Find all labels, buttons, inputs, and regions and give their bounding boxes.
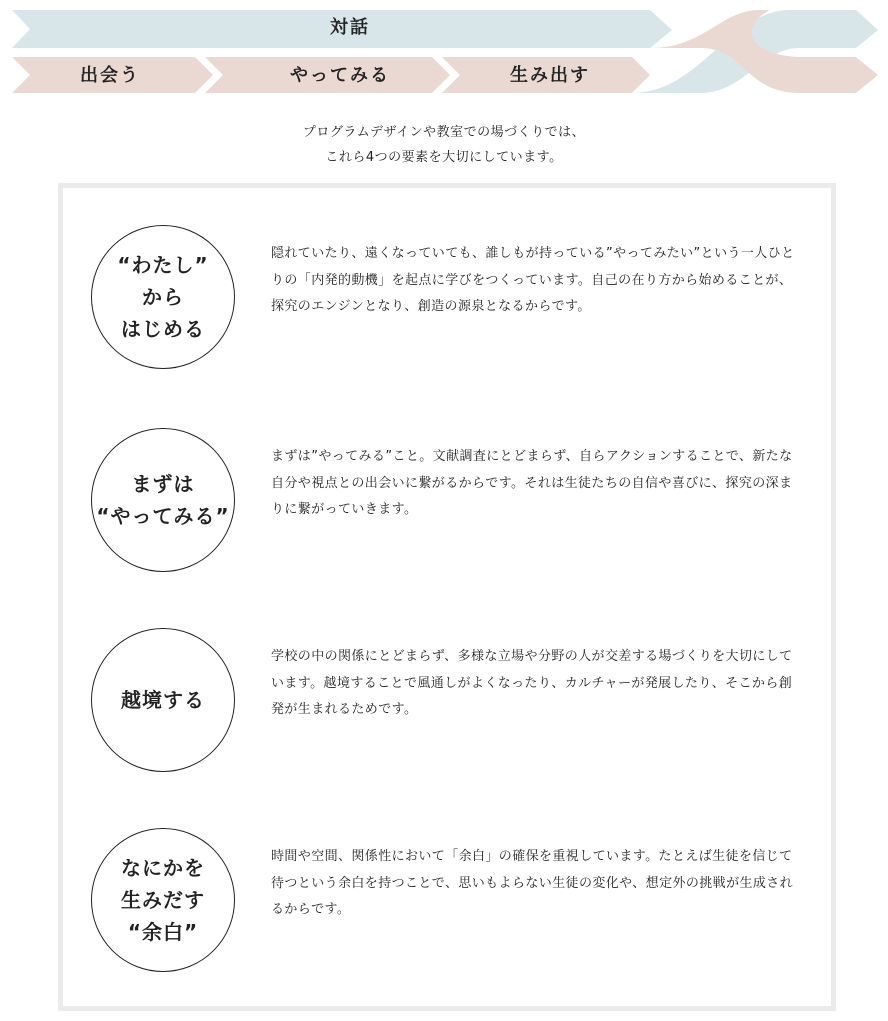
element-circle-title: “わたし” から はじめる (91, 225, 235, 369)
element-description: まずは”やってみる”こと。文献調査にとどまらず、自らアクションすることで、新たな自分や視点との出会いに繋がるからです。それは生徒たちの自信や喜びに、探究の深まりに繋がっていきます。 (271, 449, 793, 517)
banner-step-meet: 出会う (80, 65, 140, 86)
element-circle-title: 越境する (91, 628, 235, 772)
element-item-start-from-self (63, 225, 831, 375)
element-circle-title: なにかを 生みだす “余白” (91, 828, 235, 972)
banner-step-create: 生み出す (510, 65, 590, 86)
element-item-create-margin (63, 828, 831, 978)
element-circle-title: まずは “やってみる” (91, 428, 235, 572)
intro-text (0, 120, 888, 170)
elements-panel (58, 183, 836, 1011)
element-description: 時間や空間、関係性において「余白」の確保を重視しています。たとえば生徒を信じて待つという余白を持つことで、思いもよらない生徒の変化や、想定外の挑戦が生成されるからです。 (271, 849, 794, 917)
element-item-try-first (63, 428, 831, 578)
process-banner (0, 0, 888, 100)
intro-line-1: プログラムデザインや教室での場づくりでは、 (302, 125, 586, 140)
banner-label-dialogue: 対話 (330, 17, 370, 38)
banner-step-try: やってみる (290, 65, 390, 86)
element-description: 隠れていたり、遠くなっていても、誰しもが持っている”やってみたい”という一人ひとりの「内発的動機」を起点に学びをつくっています。自己の在り方から始めることが、探究のエンジンとなり、創造の源泉となるからです。 (271, 246, 795, 314)
intro-line-2: これら4つの要素を大切にしています。 (325, 150, 563, 165)
element-item-cross-boundaries (63, 628, 831, 778)
element-description: 学校の中の関係にとどまらず、多様な立場や分野の人が交差する場づくりを大切にしています。越境することで風通しがよくなったり、カルチャーが発展したり、そこから創発が生まれるためです。 (271, 649, 793, 717)
